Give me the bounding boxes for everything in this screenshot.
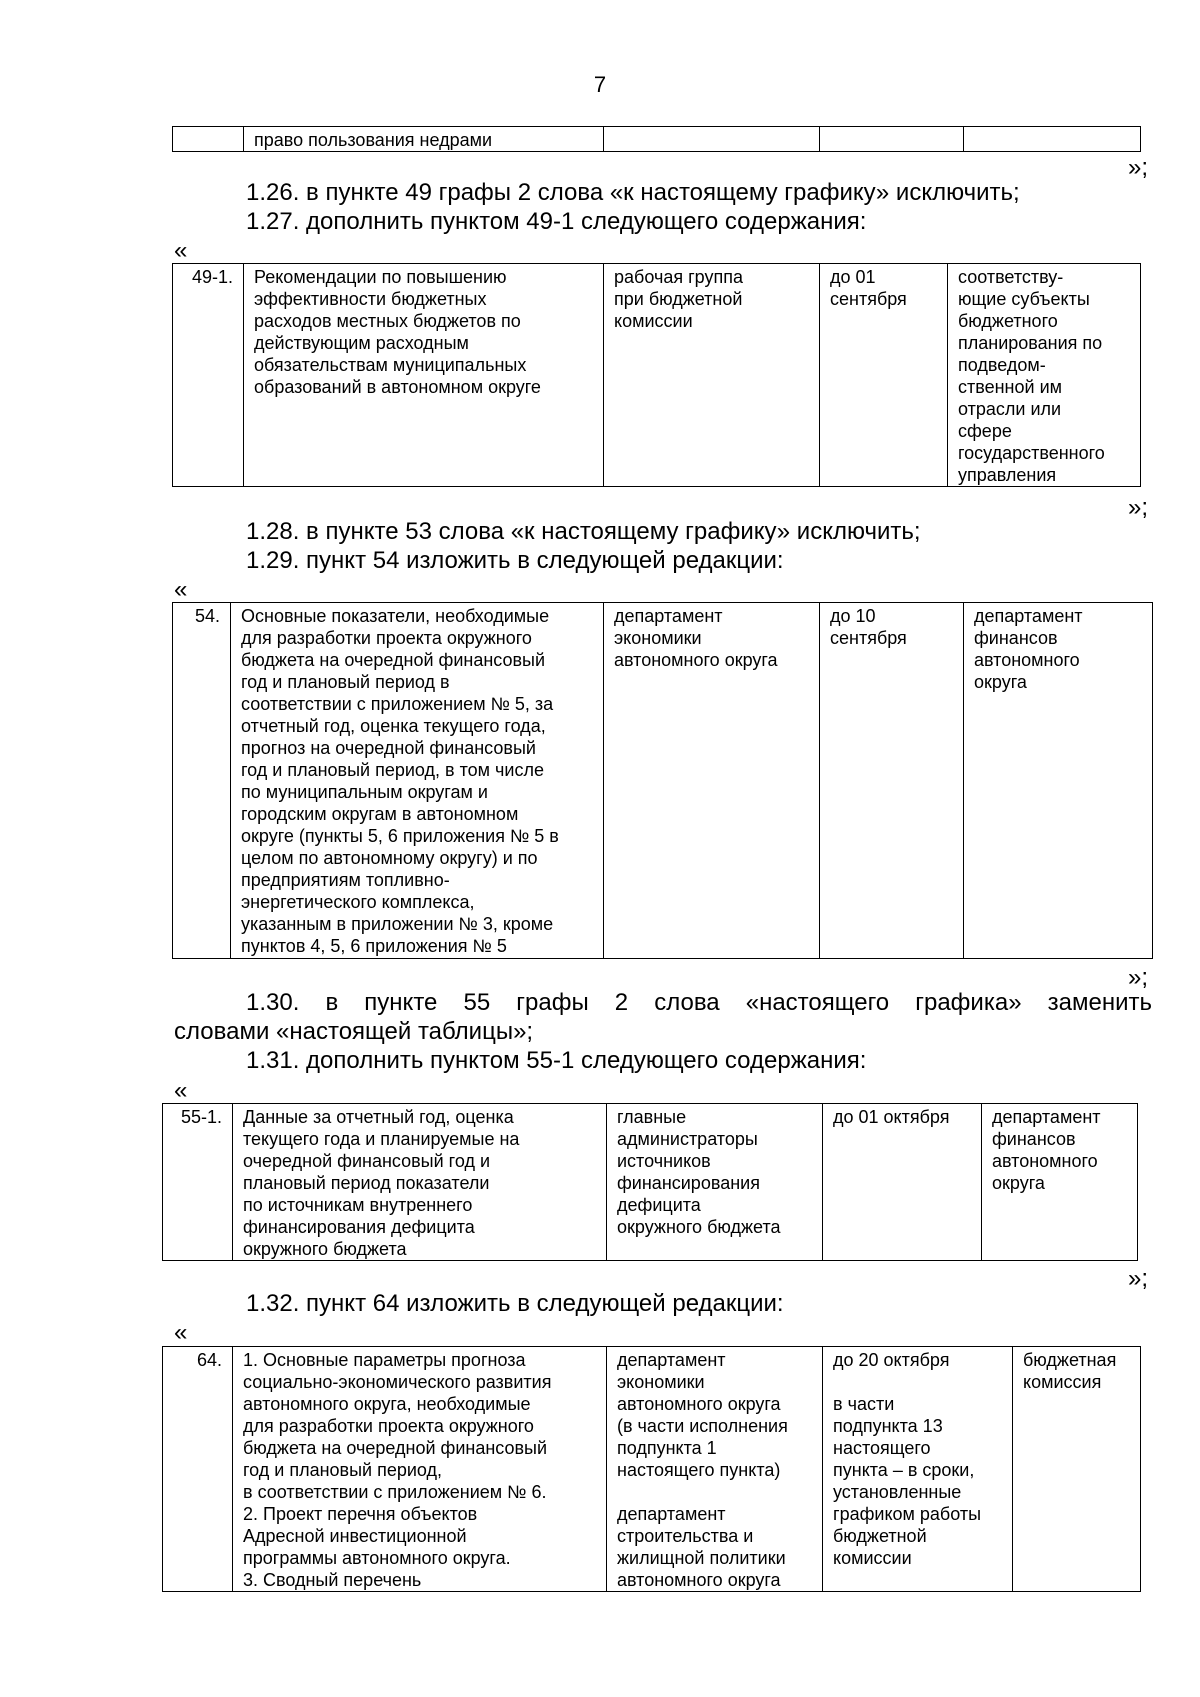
cell-recipient [964,127,1141,152]
cell-deadline: до 01 сентября [820,264,948,487]
cell-number [173,127,244,152]
opening-quote: « [174,1319,188,1346]
cell-responsible [604,127,820,152]
table-row [173,603,1153,959]
paragraph-1-30-line1: 1.30. в пункте 55 графы 2 слова «настоящего графика» заменить [246,989,1152,1016]
cell-description: Рекомендации по повышению эффективности бюджетных расходов местных бюджетов по действующим расходным обязательствам муниципальных образований в автономном округе [244,264,604,487]
table-row [173,264,1141,487]
paragraph-1-28: 1.28. в пункте 53 слова «к настоящему графику» исключить; [246,518,921,545]
table-row [163,1104,1138,1261]
table-fragment-row [172,126,1141,152]
cell-recipient: департамент финансов автономного округа [964,603,1153,959]
table-item-55-1 [162,1103,1138,1261]
cell-number: 64. [163,1347,233,1592]
paragraph-1-30-line2: словами «настоящей таблицы»; [174,1018,534,1045]
paragraph-1-32: 1.32. пункт 64 изложить в следующей редакции: [246,1290,784,1317]
cell-description: право пользования недрами [244,127,604,152]
cell-deadline: до 20 октября в части подпункта 13 настоящего пункта – в сроки, установленные графиком работы бюджетной комиссии [823,1347,1013,1592]
table-item-54 [172,602,1153,959]
paragraph-1-26: 1.26. в пункте 49 графы 2 слова «к настоящему графику» исключить; [246,179,1020,206]
opening-quote: « [174,576,188,603]
cell-description: Данные за отчетный год, оценка текущего года и планируемые на очередной финансовый год и плановый период показатели по источникам внутреннего финансирования дефицита окружного бюджета [233,1104,607,1261]
cell-recipient: департамент финансов автономного округа [982,1104,1138,1261]
cell-deadline: до 01 октября [823,1104,982,1261]
table-item-49-1 [172,263,1141,487]
table-item-64 [162,1346,1141,1592]
paragraph-1-29: 1.29. пункт 54 изложить в следующей редакции: [246,547,784,574]
cell-deadline [820,127,964,152]
paragraph-1-27: 1.27. дополнить пунктом 49-1 следующего содержания: [246,208,867,235]
cell-number: 55-1. [163,1104,233,1261]
cell-recipient: соответству- ющие субъекты бюджетного планирования по подведом- ственной им отрасли или сфере государственного управления [948,264,1141,487]
cell-responsible: главные администраторы источников финансирования дефицита окружного бюджета [607,1104,823,1261]
cell-responsible: рабочая группа при бюджетной комиссии [604,264,820,487]
cell-description: Основные показатели, необходимые для разработки проекта окружного бюджета на очередной финансовый год и плановый период в соответствии с приложением № 5, за отчетный год, оценка текущего года, прогноз на очередной финансовый год и плановый период, в том числе по муниципальным округам и городским округам в автономном округе (пункты 5, 6 приложения № 5 в целом по автономному округу) и по предприятиям топливно- энергетического комплекса, указанным в приложении № 3, кроме пунктов 4, 5, 6 приложения № 5 [231,603,604,959]
closing-quote: »; [1128,964,1149,991]
paragraph-1-31: 1.31. дополнить пунктом 55-1 следующего содержания: [246,1047,867,1074]
opening-quote: « [174,1077,188,1104]
page-number: 7 [593,72,607,97]
cell-responsible: департамент экономики автономного округа (в части исполнения подпункта 1 настоящего пункта) департамент строительства и жилищной политики автономного округа [607,1347,823,1592]
closing-quote: »; [1128,154,1149,181]
opening-quote: « [174,237,188,264]
cell-number: 54. [173,603,231,959]
closing-quote: »; [1128,1265,1149,1292]
table-row [173,127,1141,152]
cell-deadline: до 10 сентября [820,603,964,959]
cell-number: 49-1. [173,264,244,487]
cell-recipient: бюджетная комиссия [1013,1347,1141,1592]
table-row [163,1347,1141,1592]
cell-responsible: департамент экономики автономного округа [604,603,820,959]
closing-quote: »; [1128,494,1149,521]
cell-description: 1. Основные параметры прогноза социально-экономического развития автономного округа, необходимые для разработки проекта окружного бюджета на очередной финансовый год и плановый период, в соответствии с приложением № 6. 2. Проект перечня объектов Адресной инвестиционной программы автономного округа. 3. Сводный перечень [233,1347,607,1592]
